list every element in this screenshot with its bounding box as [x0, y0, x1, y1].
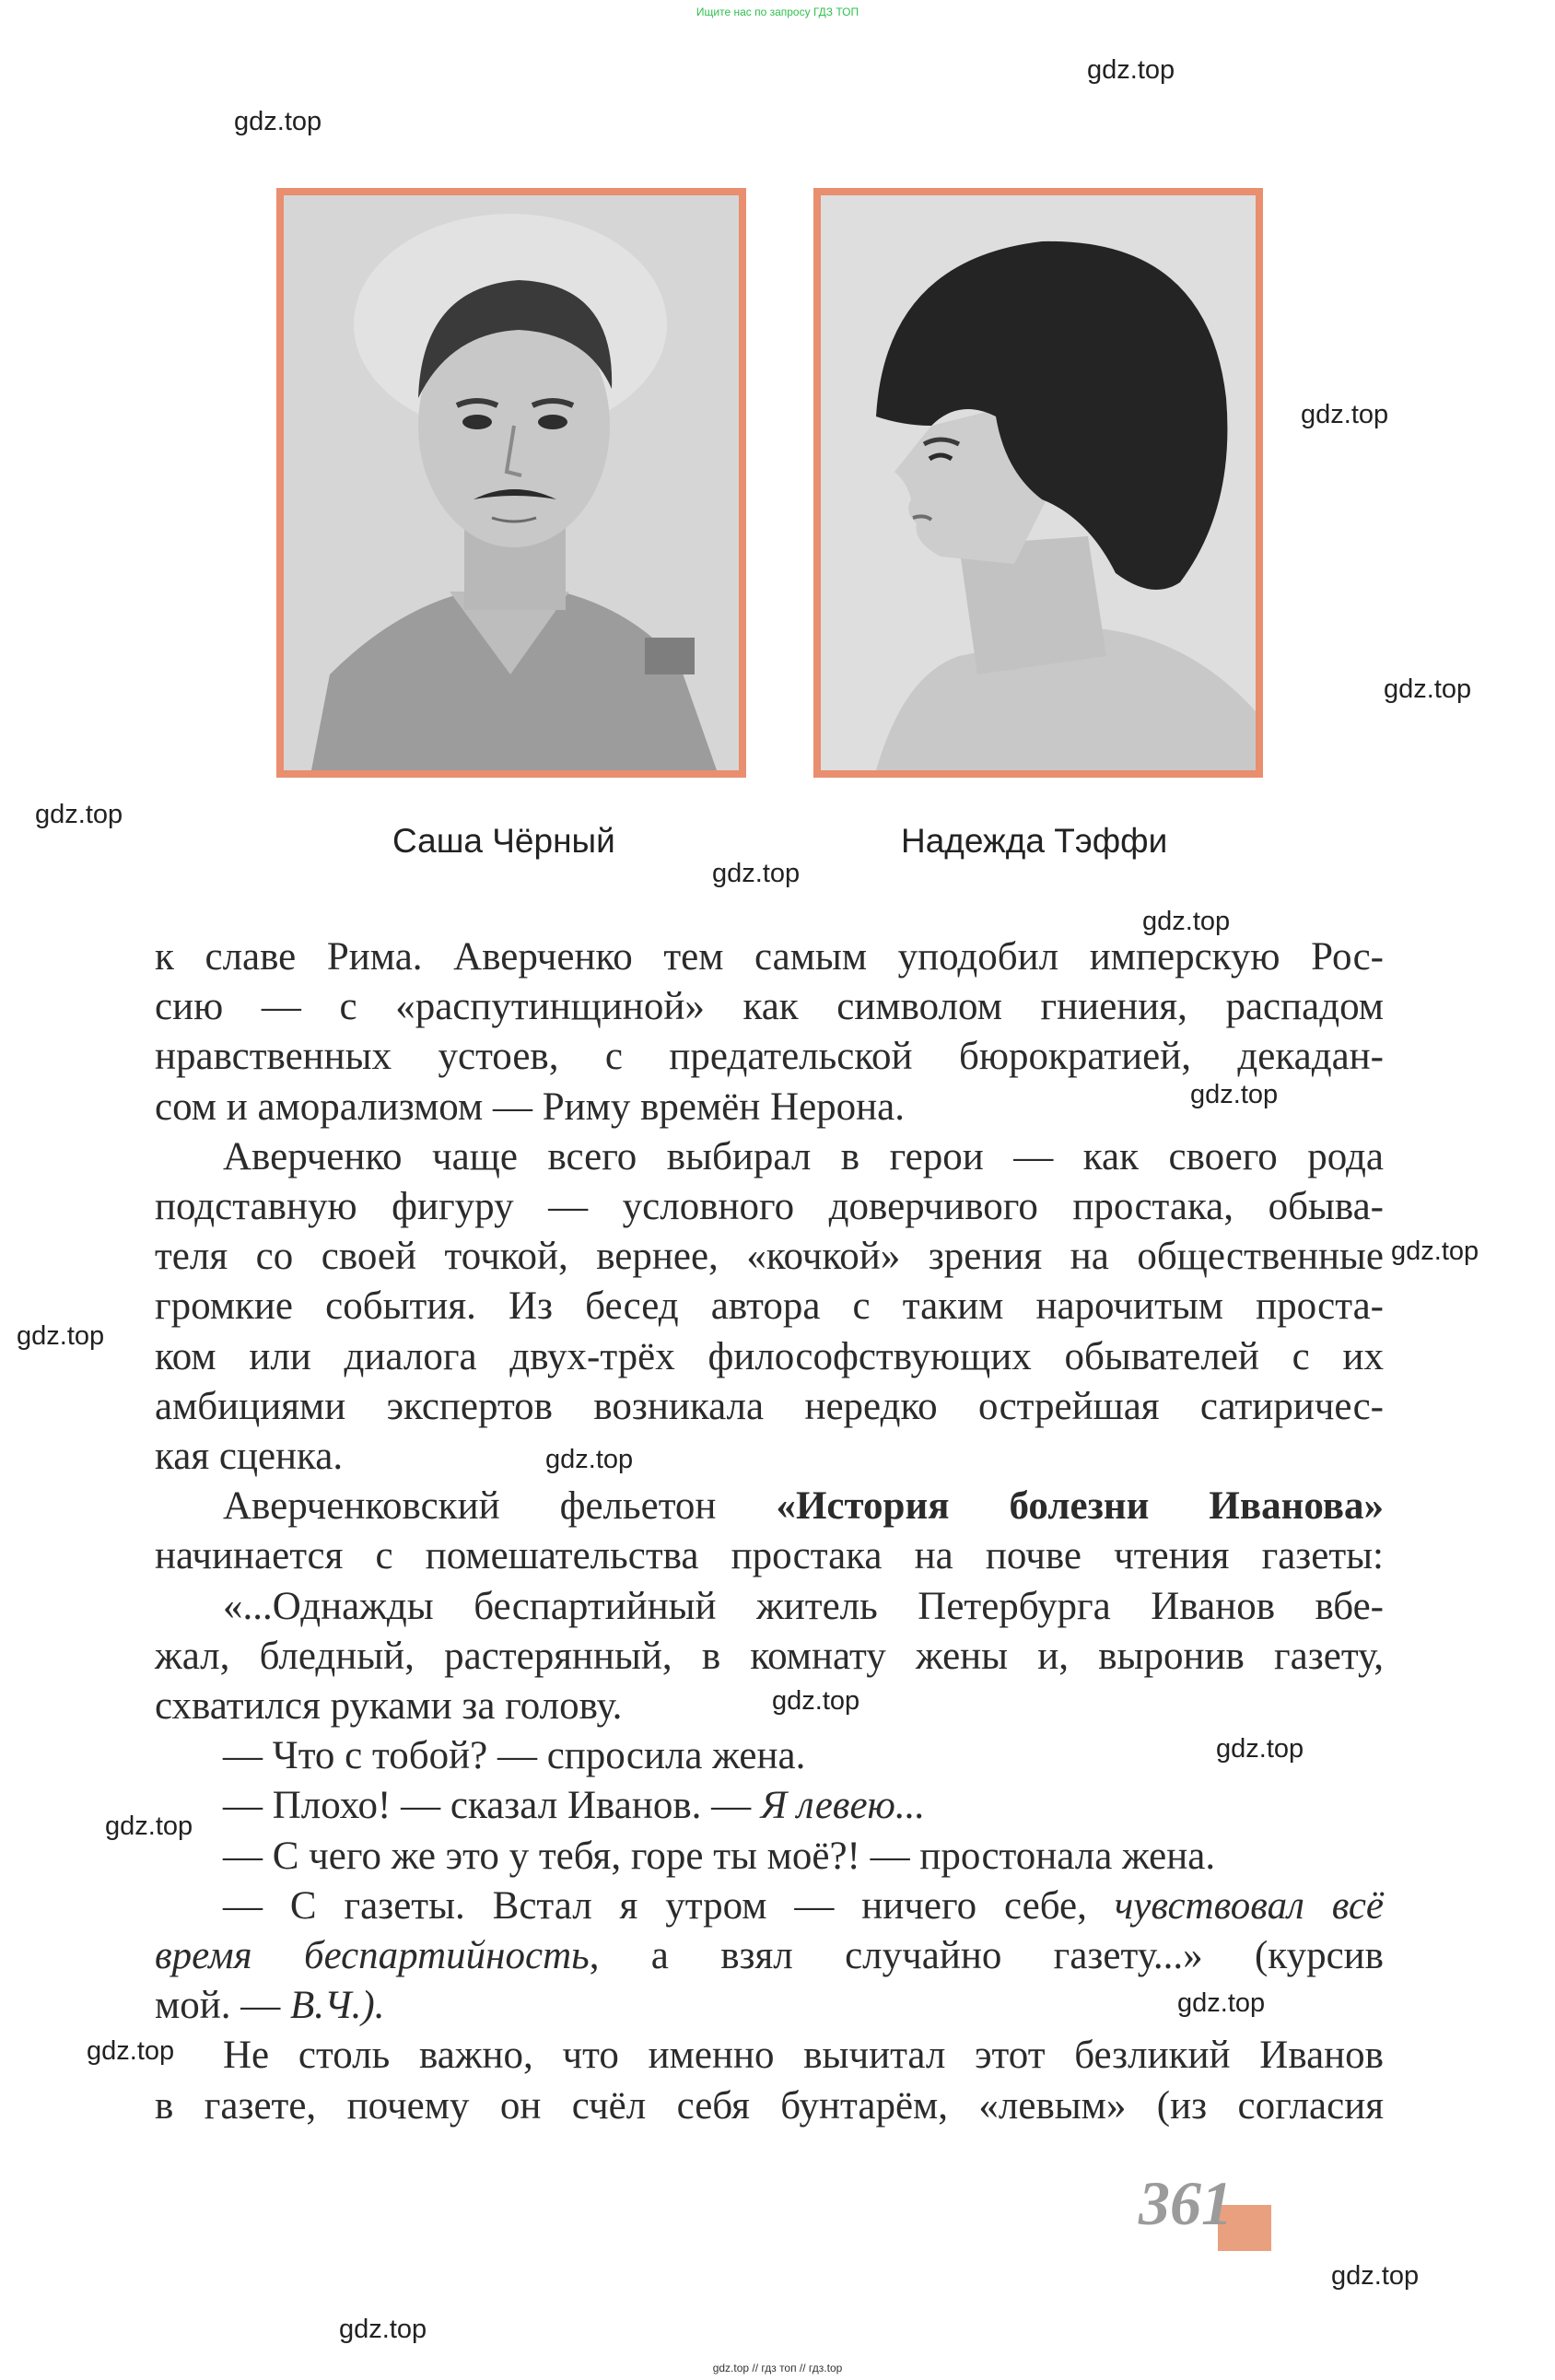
- top-note: Ищите нас по запросу ГДЗ ТОП: [696, 6, 859, 18]
- portrait-photo: [284, 195, 739, 770]
- watermark: gdz.top: [87, 2036, 175, 2066]
- watermark: gdz.top: [1331, 2261, 1420, 2291]
- watermark: gdz.top: [1384, 674, 1472, 704]
- watermark: gdz.top: [1190, 1080, 1279, 1109]
- text-line: начинается с помешательства простака на почве чтения газеты:: [155, 1534, 1384, 1578]
- watermark: gdz.top: [1177, 1988, 1266, 2018]
- watermark: gdz.top: [105, 1811, 193, 1841]
- watermark: gdz.top: [772, 1686, 860, 1716]
- watermark: gdz.top: [339, 2315, 427, 2344]
- watermark: gdz.top: [712, 859, 801, 888]
- caption-nadezhda-teffi: Надежда Тэффи: [901, 822, 1168, 860]
- text-line: жал, бледный, растерянный, в комнату жены и, выронив газету,: [155, 1634, 1384, 1678]
- watermark: gdz.top: [35, 800, 123, 829]
- italic-span: В.Ч.).: [289, 1984, 385, 2028]
- feuilleton-title: «История болезни Иванова»: [776, 1484, 1384, 1529]
- text-span: Аверченковский фельетон: [223, 1484, 777, 1529]
- text-line: — С чего же это у тебя, горе ты моё?! — простонала жена.: [223, 1834, 1216, 1878]
- text-line: подставную фигуру — условного доверчивого простака, обыва-: [155, 1185, 1384, 1229]
- watermark: gdz.top: [1087, 55, 1175, 85]
- text-line: — Что с тобой? — спросила жена.: [223, 1734, 806, 1778]
- text-line: [155, 1931, 1384, 1981]
- caption-sasha-chyorny: Саша Чёрный: [392, 822, 615, 860]
- portrait-nadezhda-teffi: [813, 188, 1263, 778]
- text-line: теля со своей точкой, вернее, «кочкой» зрения на общественные: [155, 1235, 1384, 1279]
- text-span: — Плохо! — сказал Иванов. —: [223, 1784, 761, 1828]
- page-number: 361: [1139, 2168, 1233, 2238]
- text-line: к славе Рима. Аверченко тем самым уподобил имперскую Рос-: [155, 935, 1384, 979]
- text-line: [155, 1981, 1384, 2031]
- watermark: gdz.top: [234, 107, 322, 136]
- text-line: Не столь важно, что именно вычитал этот безликий Иванов: [223, 2034, 1384, 2078]
- text-line: сом и аморализмом — Риму времён Нерона.: [155, 1084, 906, 1129]
- italic-span: время беспартийность: [155, 1934, 590, 1978]
- text-line: сию — с «распутинщиной» как символом гниения, распадом: [155, 985, 1384, 1029]
- text-span: — С газеты. Встал я утром — ничего себе,: [223, 1883, 1115, 1928]
- text-line: громкие события. Из бесед автора с таким нарочитым проста-: [155, 1284, 1384, 1329]
- footer-note: gdz.top // гдз топ // гдз.top: [712, 2362, 843, 2374]
- watermark: gdz.top: [17, 1321, 105, 1351]
- watermark: gdz.top: [1391, 1237, 1479, 1266]
- watermark: gdz.top: [545, 1445, 634, 1474]
- text-line: Аверченко чаще всего выбирал в герои — как своего рода: [223, 1134, 1384, 1178]
- watermark: gdz.top: [1142, 907, 1231, 936]
- italic-span: чувствовал всё: [1114, 1883, 1385, 1928]
- text-line: [155, 1882, 1384, 1931]
- text-line: [155, 1781, 1384, 1831]
- text-line: кая сценка.: [155, 1435, 344, 1479]
- portrait-photo: [821, 195, 1256, 770]
- text-line: амбициями экспертов возникала нередко острейшая сатиричес-: [155, 1384, 1384, 1428]
- text-line: «...Однажды беспартийный житель Петербурга Иванов вбе-: [223, 1584, 1384, 1628]
- text-line: [155, 1482, 1384, 1531]
- text-line: ком или диалога двух-трёх философствующих обывателей с их: [155, 1334, 1384, 1378]
- italic-span: Я левею...: [760, 1784, 926, 1828]
- text-line: нравственных устоев, с предательской бюрократией, декадан-: [155, 1035, 1384, 1079]
- portrait-sasha-chyorny: [276, 188, 746, 778]
- text-line: в газете, почему он счёл себя бунтарём, «левым» (из согласия: [155, 2083, 1384, 2128]
- body-text: [155, 932, 1384, 2131]
- text-span: мой. —: [155, 1984, 290, 2028]
- text-span: , а взял случайно газету...» (курсив: [589, 1934, 1384, 1978]
- text-line: схватился руками за голову.: [155, 1684, 623, 1729]
- watermark: gdz.top: [1216, 1734, 1304, 1764]
- watermark: gdz.top: [1301, 400, 1389, 429]
